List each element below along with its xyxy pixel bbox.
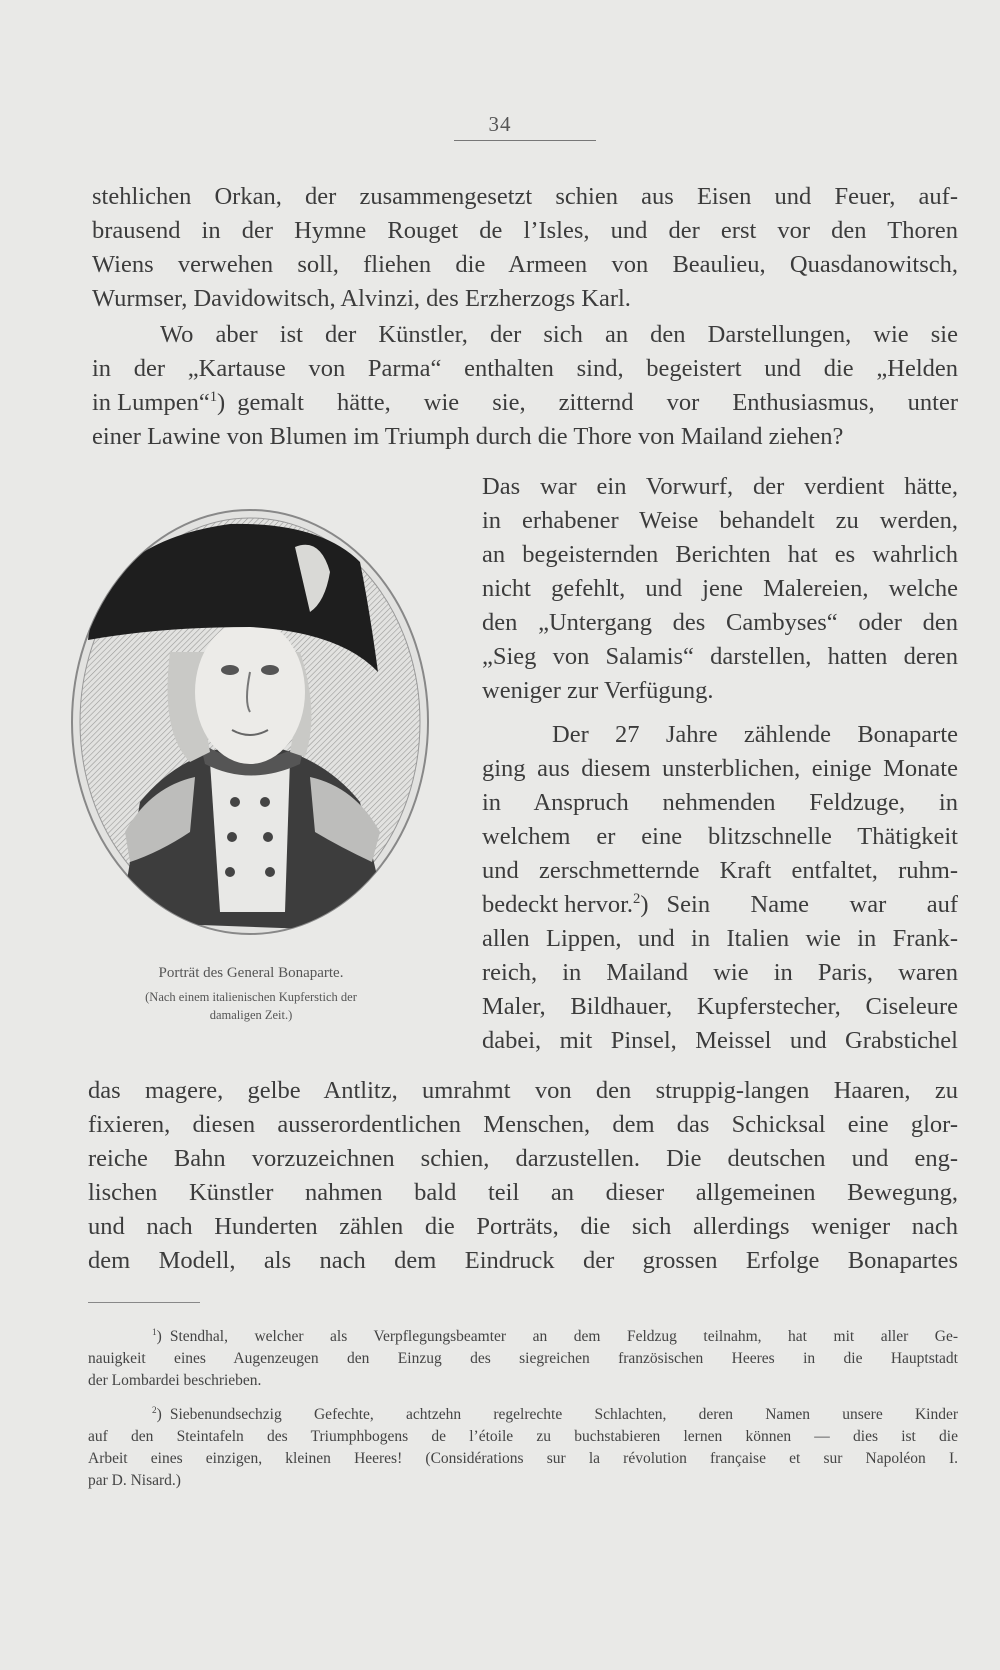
footnote-marker: $^2$) <box>152 1405 162 1423</box>
figure-subcaption: damaligen Zeit.) <box>209 1008 293 1022</box>
body-line: einer Lawine von Blumen im Triumph durch die Thore von Mailand ziehen? <box>92 423 844 450</box>
footnote-ref-2[interactable]: 2 <box>633 890 641 907</box>
footnote-text: der Lombardei beschrieben. <box>88 1372 262 1389</box>
body-line: welchem er eine blitzschnelle Thätigkeit <box>482 823 958 850</box>
body-line: brausend in der Hymne Rouget de l’Isles, und der erst vor den Thoren <box>92 217 958 244</box>
body-line <box>92 386 958 420</box>
body-line: in der „Kartause von Parma“ enthalten sind, begeistert und die „Helden <box>92 355 958 382</box>
body-line: das magere, gelbe Antlitz, umrahmt von den struppig-langen Haaren, zu <box>88 1077 958 1104</box>
body-line: und zerschmetternde Kraft entfaltet, ruhm- <box>482 857 958 884</box>
footnote-text: Arbeit eines einzigen, kleinen Heeres! (Considérations sur la révolution française et sur Napoléon I. <box>88 1450 958 1467</box>
footnote-text: par D. Nisard.) <box>88 1472 181 1489</box>
footnote-text: nauigkeit eines Augenzeugen den Einzug des siegreichen französischen Heeres in die Hauptstadt <box>88 1350 958 1367</box>
body-line-rest: Sein Name war auf <box>666 891 958 918</box>
body-line-prefix: in Lumpen“$^1$) <box>92 388 226 416</box>
footnote-2 <box>88 1404 958 1426</box>
page-number-rule <box>454 140 596 141</box>
body-line: fixieren, diesen ausserordentlichen Menschen, dem das Schicksal eine glor- <box>88 1111 958 1138</box>
body-line: reiche Bahn vorzuzeichnen schien, darzustellen. Die deutschen und eng- <box>88 1145 958 1172</box>
body-line: dabei, mit Pinsel, Meissel und Grabstichel <box>482 1027 958 1054</box>
footnote-marker: $^1$) <box>152 1327 162 1345</box>
footnote-1 <box>88 1326 958 1348</box>
footnote-text: Stendhal, welcher als Verpflegungsbeamter an dem Feldzug teilnahm, hat mit aller Ge- <box>169 1328 958 1345</box>
body-line: Das war ein Vorwurf, der verdient hätte, <box>482 473 958 500</box>
body-line: in erhabener Weise behandelt zu werden, <box>482 507 958 534</box>
body-line-prefix: bedeckt hervor.$^2$) <box>482 890 649 918</box>
body-line: Der 27 Jahre zählende Bonaparte <box>552 721 958 748</box>
body-line: stehlichen Orkan, der zusammengesetzt schien aus Eisen und Feuer, auf- <box>92 183 958 210</box>
body-line: reich, in Mailand wie in Paris, waren <box>482 959 958 986</box>
body-line: allen Lippen, und in Italien wie in Frank- <box>482 925 958 952</box>
figure-caption: Porträt des General Bonaparte. <box>158 965 344 981</box>
body-line: „Sieg von Salamis“ darstellen, hatten deren <box>482 643 958 670</box>
body-line: nicht gefehlt, und jene Malereien, welche <box>482 575 958 602</box>
body-line: an begeisternden Berichten hat es wahrlich <box>482 541 958 568</box>
body-line: und nach Hunderten zählen die Porträts, die sich allerdings weniger nach <box>88 1213 958 1240</box>
body-line: in Anspruch nehmenden Feldzuge, in <box>482 789 958 816</box>
footnote-separator <box>88 1302 200 1303</box>
body-line: den „Untergang des Cambyses“ oder den <box>482 609 958 636</box>
figure-subcaption: (Nach einem italienischen Kupferstich der <box>145 990 357 1004</box>
footnote-text: auf den Steintafeln des Triumphbogens de l’étoile zu buchstabieren lernen können — dies ist die <box>88 1428 958 1445</box>
body-line: Maler, Bildhauer, Kupferstecher, Ciseleure <box>482 993 958 1020</box>
body-line-rest: gemalt hätte, wie sie, zitternd vor Enthusiasmus, unter <box>237 389 958 416</box>
footnote-text: Siebenundsechzig Gefechte, achtzehn regelrechte Schlachten, deren Namen unsere Kinder <box>169 1406 958 1423</box>
body-line: lischen Künstler nahmen bald teil an dieser allgemeinen Bewegung, <box>88 1179 958 1206</box>
page-number: 34 <box>488 112 512 136</box>
body-line: ging aus diesem unsterblichen, einige Monate <box>482 755 958 782</box>
body-line: Wiens verwehen soll, fliehen die Armeen von Beaulieu, Quasdanowitsch, <box>92 251 958 278</box>
portrait-illustration <box>60 502 440 952</box>
body-line: Wurmser, Davidowitsch, Alvinzi, des Erzherzogs Karl. <box>92 285 631 312</box>
body-line <box>482 888 958 922</box>
body-line: weniger zur Verfügung. <box>482 677 714 704</box>
body-line: dem Modell, als nach dem Eindruck der grossen Erfolge Bonapartes <box>88 1247 958 1274</box>
body-line: Wo aber ist der Künstler, der sich an den Darstellungen, wie sie <box>160 321 958 348</box>
footnote-ref-1[interactable]: 1 <box>209 388 218 405</box>
